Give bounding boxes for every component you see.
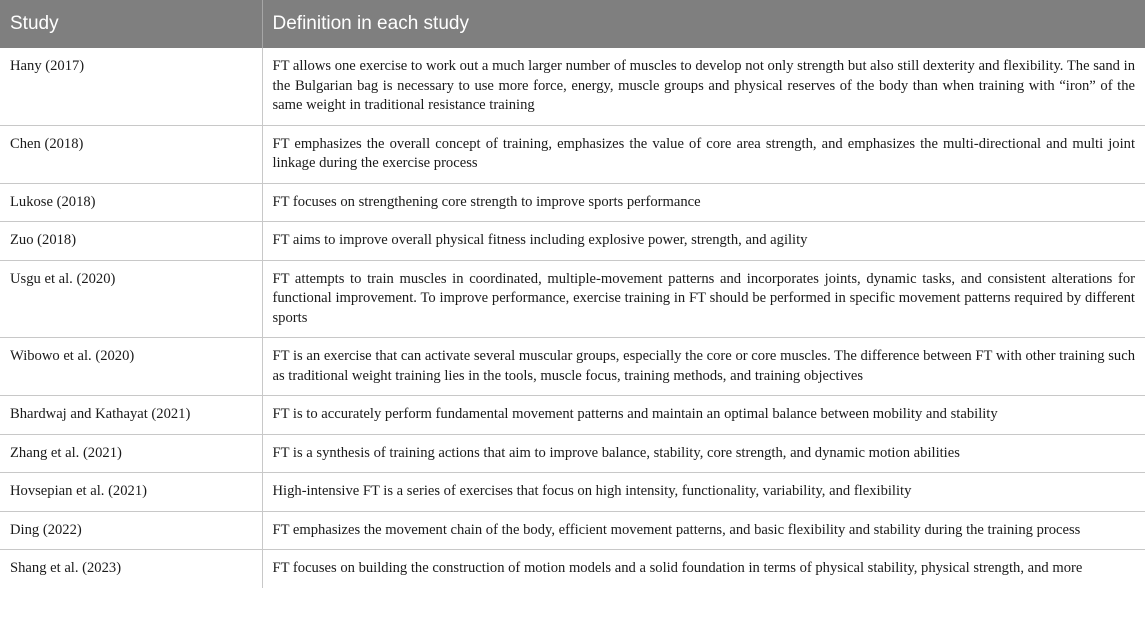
table-row (0, 48, 1145, 125)
table-row (0, 434, 1145, 473)
table-header (0, 0, 1145, 48)
study-cell: Hovsepian et al. (2021) (0, 473, 262, 512)
definition-cell: FT attempts to train muscles in coordinated, multiple-movement patterns and incorporates joints, dynamic tasks, and consistent alterations for functional improvement. To improve performance, exercise training in FT should be performed in specific movement patterns required by different sports (262, 260, 1145, 338)
definition-cell: FT emphasizes the overall concept of training, emphasizes the value of core area strength, and emphasizes the multi-directional and multi joint linkage during the exercise process (262, 125, 1145, 183)
table-row (0, 511, 1145, 550)
definition-cell: FT is an exercise that can activate several muscular groups, especially the core or core muscles. The difference between FT with other training such as traditional weight training lies in the tools, muscle focus, training methods, and training objectives (262, 338, 1145, 396)
table-row (0, 473, 1145, 512)
definition-cell: FT allows one exercise to work out a much larger number of muscles to develop not only strength but also still dexterity and flexibility. The sand in the Bulgarian bag is necessary to use more force, energy, muscle groups and physical reserves of the body than when training with “iron” of the same weight in traditional resistance training (262, 48, 1145, 125)
definition-cell: High-intensive FT is a series of exercises that focus on high intensity, functionality, variability, and flexibility (262, 473, 1145, 512)
header-row (0, 0, 1145, 48)
table-body (0, 48, 1145, 588)
definition-cell: FT is a synthesis of training actions that aim to improve balance, stability, core strength, and dynamic motion abilities (262, 434, 1145, 473)
study-cell: Lukose (2018) (0, 183, 262, 222)
table-row (0, 550, 1145, 588)
study-cell: Hany (2017) (0, 48, 262, 125)
table-row (0, 260, 1145, 338)
study-cell: Bhardwaj and Kathayat (2021) (0, 396, 262, 435)
study-cell: Ding (2022) (0, 511, 262, 550)
table-row (0, 222, 1145, 261)
table-row (0, 183, 1145, 222)
table-row (0, 338, 1145, 396)
study-cell: Shang et al. (2023) (0, 550, 262, 588)
definition-cell: FT is to accurately perform fundamental movement patterns and maintain an optimal balance between mobility and stability (262, 396, 1145, 435)
column-header-definition: Definition in each study (262, 0, 1145, 48)
study-cell: Zuo (2018) (0, 222, 262, 261)
table-row (0, 396, 1145, 435)
table-row (0, 125, 1145, 183)
study-cell: Wibowo et al. (2020) (0, 338, 262, 396)
definition-cell: FT aims to improve overall physical fitness including explosive power, strength, and agility (262, 222, 1145, 261)
definition-cell: FT emphasizes the movement chain of the body, efficient movement patterns, and basic flexibility and stability during the training process (262, 511, 1145, 550)
column-header-study: Study (0, 0, 262, 48)
study-cell: Chen (2018) (0, 125, 262, 183)
study-cell: Zhang et al. (2021) (0, 434, 262, 473)
definition-cell: FT focuses on building the construction of motion models and a solid foundation in terms of physical stability, physical strength, and more (272, 560, 1083, 576)
definition-cell: FT focuses on strengthening core strength to improve sports performance (262, 183, 1145, 222)
study-cell: Usgu et al. (2020) (0, 260, 262, 338)
